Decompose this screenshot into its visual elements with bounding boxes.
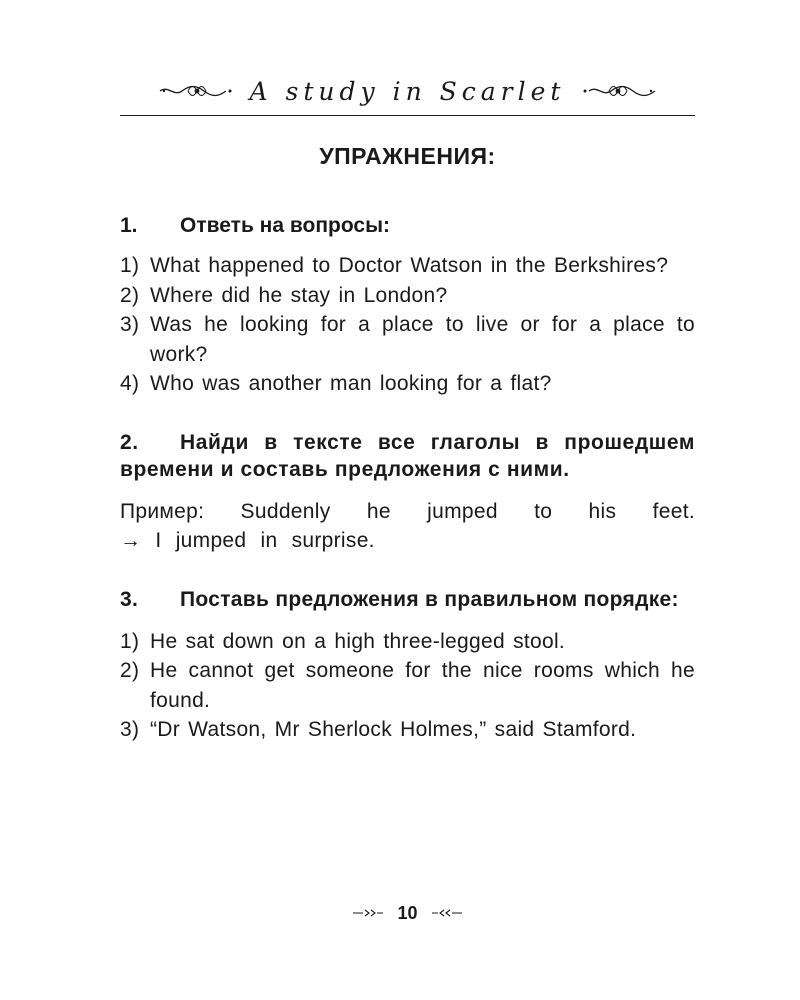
item-text: “Dr Watson, Mr Sherlock Holmes,” said Stamford. (150, 718, 637, 741)
item-text: What happened to Doctor Watson in the Berkshires? (150, 254, 669, 277)
exercise-heading (120, 429, 695, 483)
page-footer (120, 898, 695, 928)
item-text: Was he looking for a place to live or for a place to work? (150, 313, 695, 366)
item-number: 2) (120, 283, 140, 307)
item-number: 1) (120, 254, 140, 277)
exercise-3 (120, 586, 695, 745)
right-small-flourish-icon (430, 908, 464, 918)
exercise-heading (120, 212, 695, 239)
running-header (120, 68, 695, 114)
left-flourish-icon (158, 81, 236, 101)
page-number: 10 (397, 902, 418, 923)
list-item (120, 656, 695, 715)
header-rule (120, 115, 695, 116)
example-sentence: Пример: Suddenly he jumped to his feet. (120, 499, 695, 523)
running-title: A study in Scarlet (249, 76, 566, 106)
item-text: Who was another man looking for a flat? (150, 372, 552, 395)
list-item (120, 310, 695, 369)
list-item (120, 627, 695, 657)
item-number: 3) (120, 313, 140, 336)
exercise-title: Ответь на вопросы: (180, 214, 391, 237)
exercise-number: 1. (120, 214, 138, 237)
item-text: He sat down on a high three-legged stool. (150, 629, 566, 653)
item-number: 3) (120, 718, 140, 741)
item-number: 2) (120, 659, 140, 682)
left-small-flourish-icon (351, 908, 385, 918)
page-title: УПРАЖНЕНИЯ: (319, 143, 496, 169)
list-item (120, 251, 695, 281)
item-text: Where did he stay in London? (150, 283, 448, 307)
right-flourish-icon (579, 81, 657, 101)
exercise-2 (120, 429, 695, 556)
exercise-title: Поставь предложения в правильном порядке: (180, 587, 679, 611)
exercise-number: 3. (120, 587, 139, 611)
question-list (120, 251, 695, 399)
list-item (120, 369, 695, 399)
book-page (120, 0, 695, 1000)
list-item (120, 281, 695, 311)
example-block (120, 497, 695, 556)
exercise-1 (120, 212, 695, 399)
exercise-heading (120, 586, 695, 613)
sentence-list (120, 627, 695, 745)
list-item (120, 715, 695, 745)
example-answer: → I jumped in surprise. (120, 529, 375, 552)
exercise-number: 2. (120, 430, 139, 454)
exercise-title: Найди в тексте все глаголы в прошедшем времени и составь предложения с ними. (120, 430, 695, 481)
item-number: 4) (120, 372, 140, 395)
item-number: 1) (120, 629, 140, 653)
page-content (120, 140, 695, 767)
item-text: He cannot get someone for the nice rooms which he found. (150, 659, 695, 712)
